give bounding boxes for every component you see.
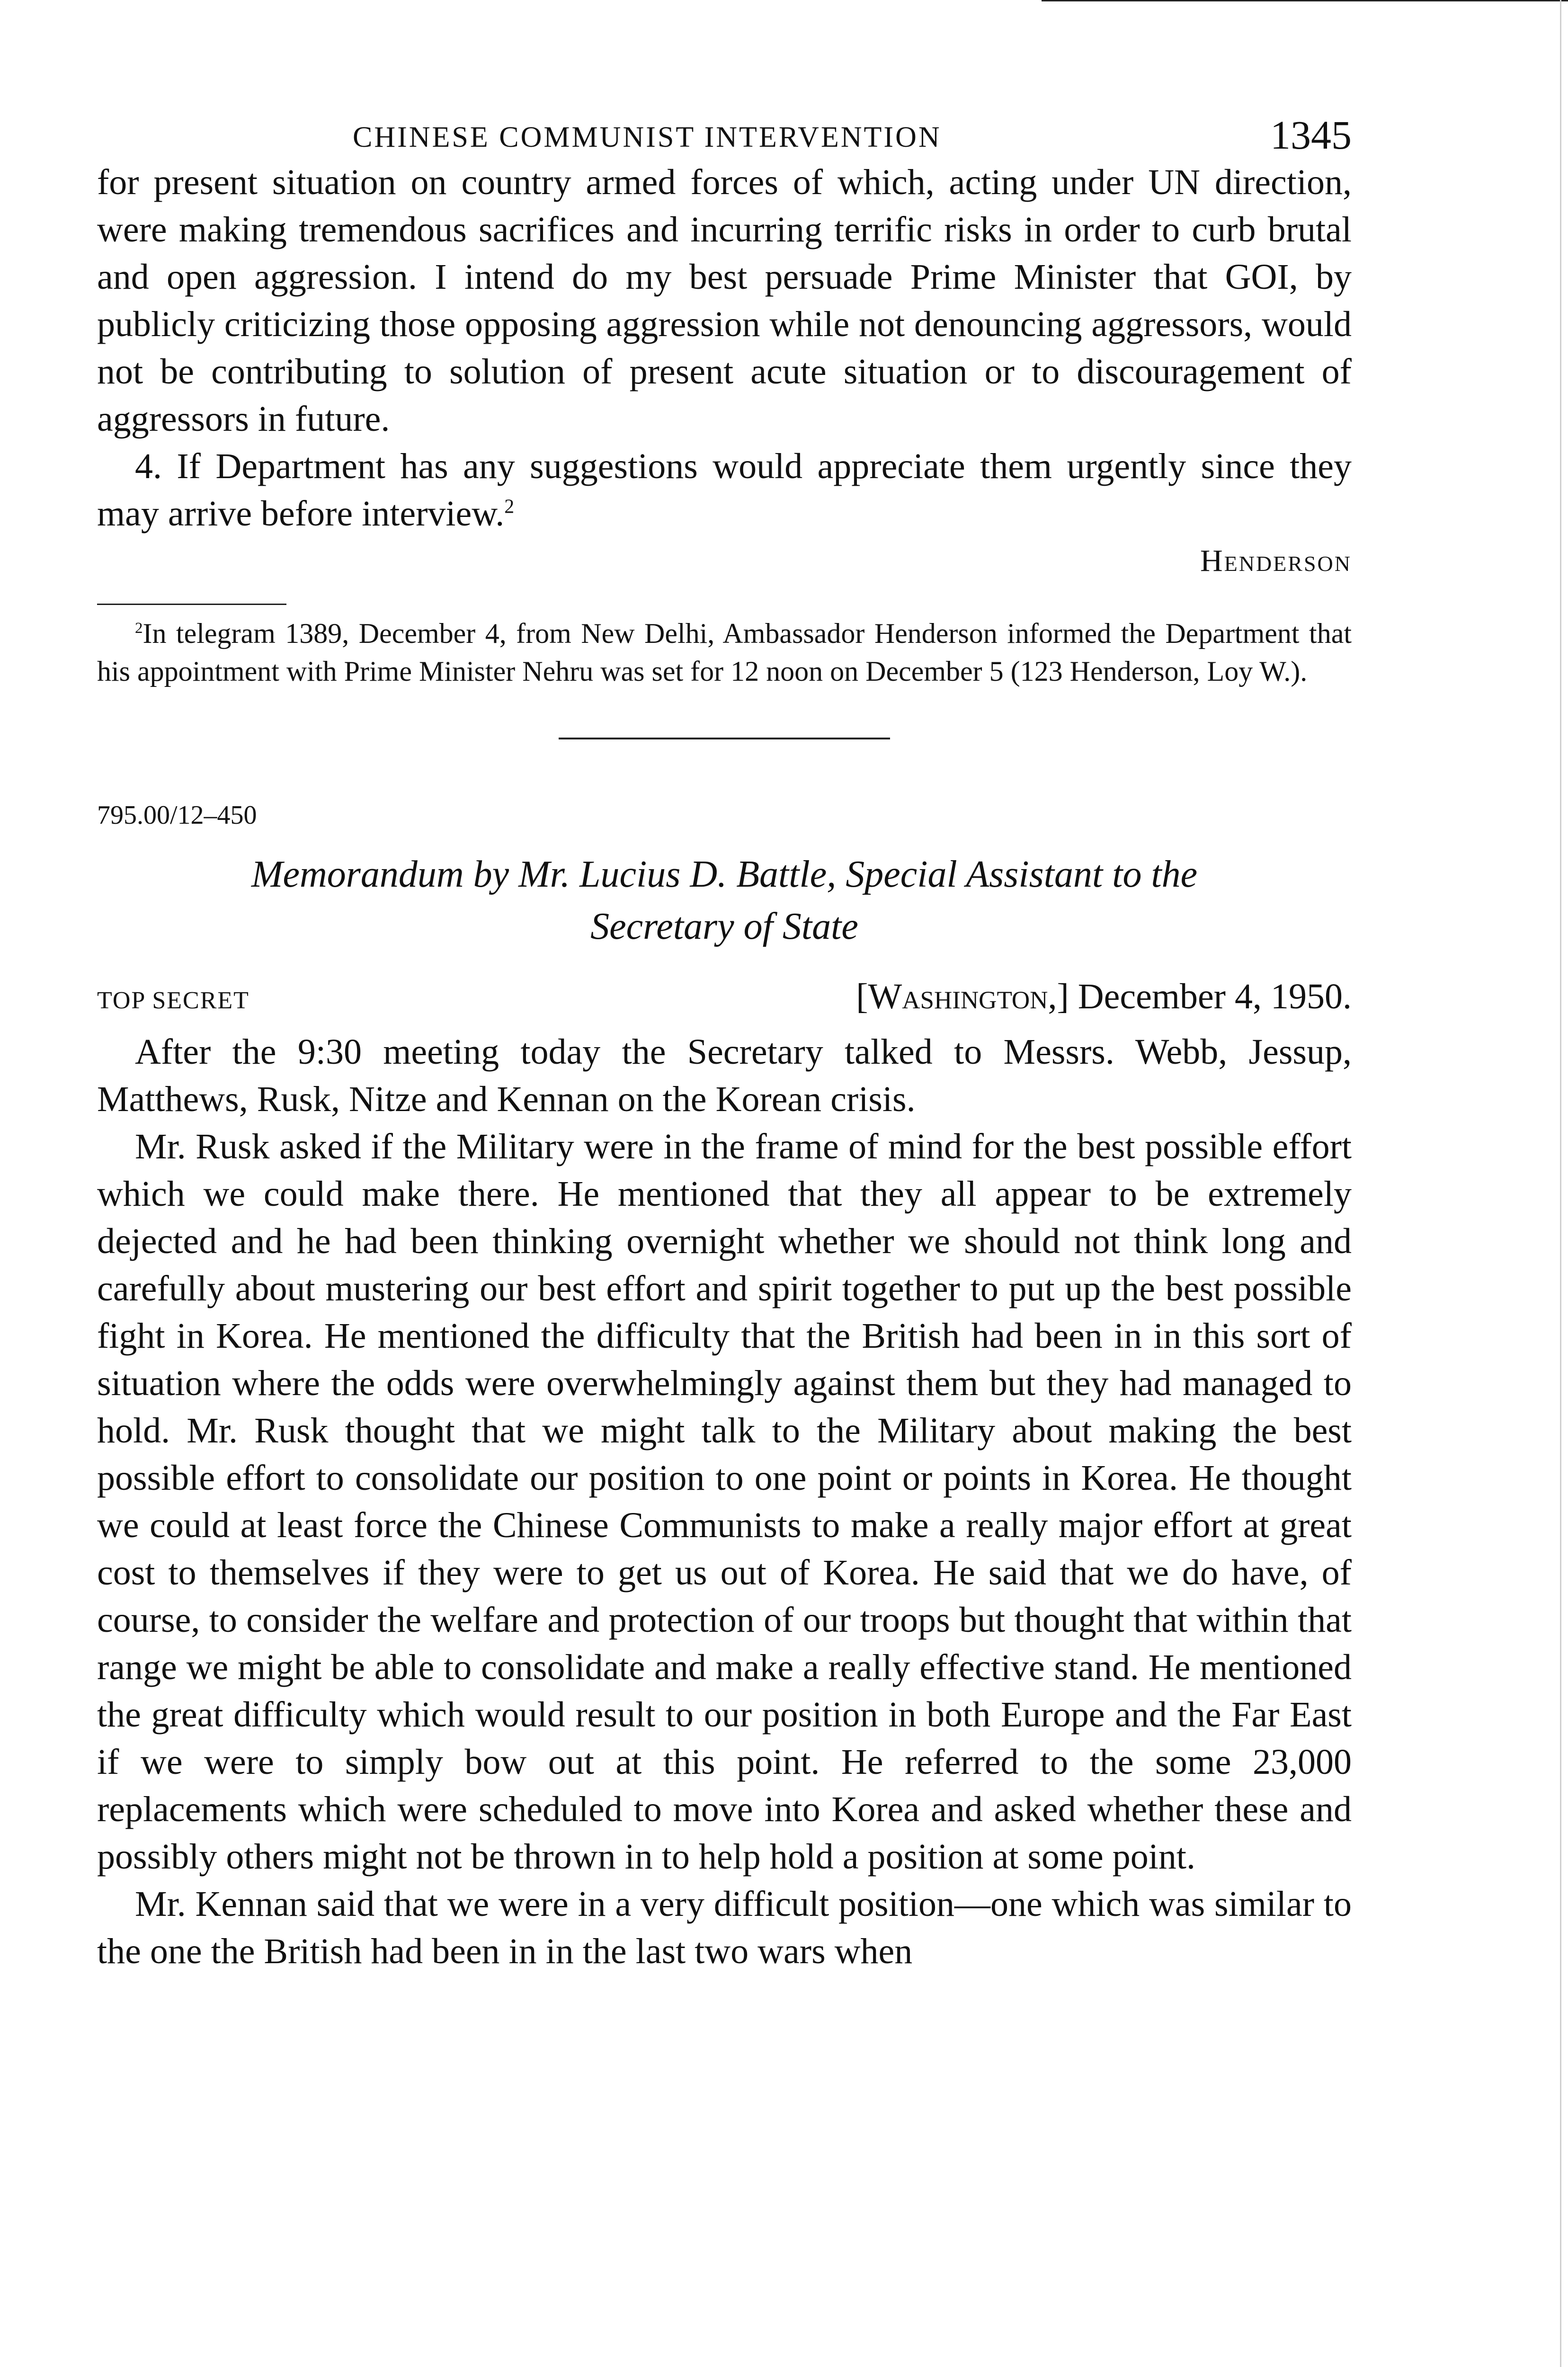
running-title: CHINESE COMMUNIST INTERVENTION xyxy=(353,121,942,153)
memo-title xyxy=(97,848,1352,952)
telegram-paragraph-4 xyxy=(97,443,1352,537)
scan-right-edge xyxy=(1560,0,1561,2367)
footnote-marker: 2 xyxy=(135,620,143,637)
classification: TOP SECRET xyxy=(97,987,249,1014)
memo-title-line-1: Memorandum by Mr. Lucius D. Battle, Special Assistant to the xyxy=(251,854,1198,895)
memo-paragraph-2: Mr. Rusk asked if the Military were in the frame of mind for the best possible effort which we could make there. He mentioned that they all appear to be extremely dejected and he had been thinking overnight whether we should not think long and carefully about mustering our best effort and spirit together to put up the best possible fight in Korea. He mentioned the difficulty that the British had been in in this sort of situation where the odds were overwhelmingly against them but they had managed to hold. Mr. Rusk thought that we might talk to the Military about making the best possible effort to consolidate our position to one point or points in Korea. He thought we could at least force the Chinese Communists to make a really major effort at great cost to themselves if they were to get us out of Korea. He said that we do have, of course, to consider the welfare and protection of our troops but thought that within that range we might be able to consolidate and make a really effective stand. He mentioned the great difficulty which would result to our position in both Europe and the Far East if we were to simply bow out at this point. He referred to the some 23,000 replacements which were scheduled to move into Korea and asked whether these and possibly others might not be thrown in to help hold a position at some point. xyxy=(97,1127,1352,1877)
footnote xyxy=(97,614,1352,690)
classification-line xyxy=(97,976,1352,1028)
page-content xyxy=(97,107,1352,1975)
memo-paragraph-1: After the 9:30 meeting today the Secretary talked to Messrs. Webb, Jessup, Matthews, Rusk, Nitze and Kennan on the Korean crisis. xyxy=(97,1032,1352,1119)
telegram-paragraph-continued: for present situation on country armed forces of which, acting under UN direction, were making tremendous sacrifices and incurring terrific risks in order to curb brutal and open aggression. I intend do my best persuade Prime Minister that GOI, by publicly criticizing those opposing aggression while not denouncing aggressors, would not be contributing to solution of present acute situation or to discouragement of aggressors in future. xyxy=(97,162,1352,439)
dateline-date: December 4, 1950. xyxy=(1078,977,1352,1016)
footnote-text: In telegram 1389, December 4, from New Delhi, Ambassador Henderson informed the Department that his appointment with Prime Minister Nehru was set for 12 noon on December 5 (123 Henderson, Loy W.). xyxy=(97,618,1352,687)
scan-top-edge xyxy=(1042,0,1568,1)
memo-paragraph-3: Mr. Kennan said that we were in a very difficult position—one which was similar to the one the British had been in in the last two wars when xyxy=(97,1884,1352,1971)
dateline-bracket-close: ,] xyxy=(1048,977,1069,1016)
page-number: 1345 xyxy=(1270,112,1352,158)
dateline-place: Washington xyxy=(868,977,1048,1016)
footnote-rule xyxy=(97,604,286,605)
telegram-paragraph-4-text: 4. If Department has any suggestions would appreciate them urgently since they may arrive before interview. xyxy=(97,446,1352,534)
dateline-bracket-open: [ xyxy=(856,977,868,1016)
dateline xyxy=(856,976,1352,1017)
footnote-reference: 2 xyxy=(504,496,515,518)
signature: Henderson xyxy=(1200,543,1352,578)
memo-title-line-2: Secretary of State xyxy=(590,906,858,947)
section-separator xyxy=(559,738,890,739)
file-number: 795.00/12–450 xyxy=(97,801,257,830)
running-head xyxy=(97,107,1352,159)
